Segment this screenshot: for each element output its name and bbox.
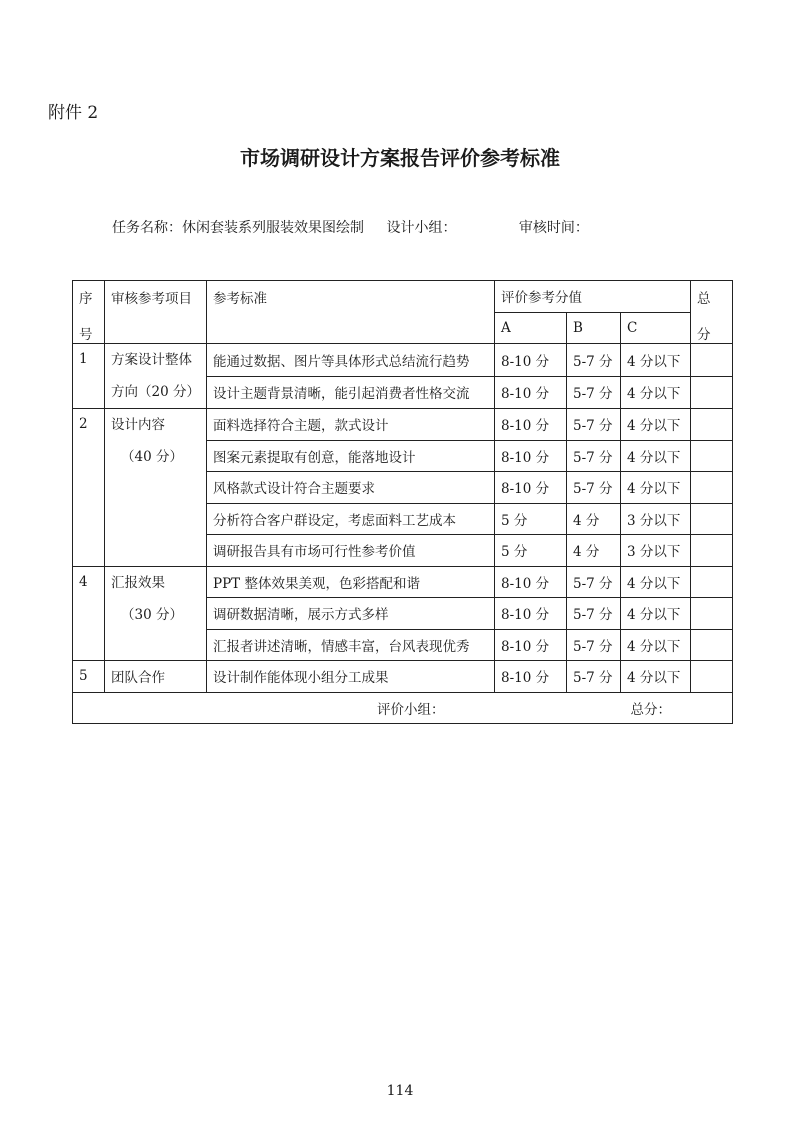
row-score-a: 8-10 分 [495, 598, 567, 630]
task-name: 任务名称：休闲套装系列服装效果图绘制 [112, 220, 364, 236]
row-total [691, 598, 733, 630]
row-score-c: 4 分以下 [621, 344, 691, 377]
row-score-a: 5 分 [495, 535, 567, 567]
table-footer-row [73, 692, 733, 724]
row-score-b: 5-7 分 [567, 629, 621, 661]
row-standard: 风格款式设计符合主题要求 [207, 472, 495, 504]
item-header: 审核参考项目 [105, 281, 207, 344]
row-score-a: 8-10 分 [495, 629, 567, 661]
table-row [73, 661, 733, 693]
row-score-c: 4 分以下 [621, 376, 691, 409]
attachment-label: 附件 2 [48, 103, 99, 123]
row-score-b: 5-7 分 [567, 598, 621, 630]
row-score-c: 4 分以下 [621, 409, 691, 441]
review-time-label: 审核时间： [518, 220, 589, 236]
row-standard: 汇报者讲述清晰，情感丰富，台风表现优秀 [207, 629, 495, 661]
row-standard: 面料选择符合主题，款式设计 [207, 409, 495, 441]
row-score-a: 8-10 分 [495, 472, 567, 504]
footer-cell [73, 692, 733, 724]
row-score-a: 5 分 [495, 503, 567, 535]
row-total [691, 472, 733, 504]
row-total [691, 409, 733, 441]
document-title: 市场调研设计方案报告评价参考标准 [240, 146, 560, 170]
row-standard: 分析符合客户群设定，考虑面料工艺成本 [207, 503, 495, 535]
row-score-a: 8-10 分 [495, 376, 567, 409]
row-item: 方案设计整体 方向（20 分） [105, 344, 207, 409]
row-score-c: 3 分以下 [621, 503, 691, 535]
design-group-label: 设计小组： [386, 220, 457, 236]
row-score-c: 4 分以下 [621, 661, 691, 693]
grade-a-header: A [495, 312, 567, 344]
row-standard: 设计制作能体现小组分工成果 [207, 661, 495, 693]
task-meta-line [112, 217, 589, 237]
row-standard: 设计主题背景清晰，能引起消费者性格交流 [207, 376, 495, 409]
row-score-a: 8-10 分 [495, 661, 567, 693]
row-score-c: 4 分以下 [621, 472, 691, 504]
row-score-a: 8-10 分 [495, 566, 567, 598]
row-total [691, 440, 733, 472]
row-total [691, 629, 733, 661]
row-score-b: 5-7 分 [567, 440, 621, 472]
row-total [691, 566, 733, 598]
row-standard: 图案元素提取有创意，能落地设计 [207, 440, 495, 472]
table-row [73, 566, 733, 598]
standard-header: 参考标准 [207, 281, 495, 344]
evaluation-table [72, 280, 733, 724]
row-total [691, 376, 733, 409]
row-score-b: 4 分 [567, 535, 621, 567]
row-score-b: 5-7 分 [567, 409, 621, 441]
row-score-c: 4 分以下 [621, 598, 691, 630]
eval-group-label: 评价小组： [377, 701, 445, 718]
total-score-label: 总分： [630, 701, 671, 718]
row-item: 汇报效果 （30 分） [105, 566, 207, 661]
row-seq: 2 [73, 409, 105, 567]
table-header-row [73, 281, 733, 313]
grade-b-header: B [567, 312, 621, 344]
table-row [73, 409, 733, 441]
row-score-b: 4 分 [567, 503, 621, 535]
grade-c-header: C [621, 312, 691, 344]
row-seq: 1 [73, 344, 105, 409]
row-standard: 能通过数据、图片等具体形式总结流行趋势 [207, 344, 495, 377]
page-number: 114 [386, 1083, 414, 1099]
row-score-b: 5-7 分 [567, 472, 621, 504]
row-seq: 5 [73, 661, 105, 693]
row-total [691, 661, 733, 693]
row-score-a: 8-10 分 [495, 409, 567, 441]
seq-header: 序 号 [73, 281, 105, 344]
table-row [73, 344, 733, 377]
row-score-b: 5-7 分 [567, 566, 621, 598]
row-score-b: 5-7 分 [567, 376, 621, 409]
row-standard: PPT 整体效果美观，色彩搭配和谐 [207, 566, 495, 598]
row-score-c: 4 分以下 [621, 566, 691, 598]
score-ref-header: 评价参考分值 [495, 281, 691, 313]
row-score-a: 8-10 分 [495, 440, 567, 472]
row-score-a: 8-10 分 [495, 344, 567, 377]
row-score-b: 5-7 分 [567, 661, 621, 693]
row-total [691, 535, 733, 567]
row-item: 团队合作 [105, 661, 207, 693]
row-score-c: 4 分以下 [621, 440, 691, 472]
row-score-c: 3 分以下 [621, 535, 691, 567]
row-total [691, 503, 733, 535]
row-total [691, 344, 733, 377]
total-header: 总 分 [691, 281, 733, 344]
row-score-b: 5-7 分 [567, 344, 621, 377]
row-seq: 4 [73, 566, 105, 661]
row-standard: 调研数据清晰，展示方式多样 [207, 598, 495, 630]
row-item: 设计内容 （40 分） [105, 409, 207, 567]
row-score-c: 4 分以下 [621, 629, 691, 661]
row-standard: 调研报告具有市场可行性参考价值 [207, 535, 495, 567]
